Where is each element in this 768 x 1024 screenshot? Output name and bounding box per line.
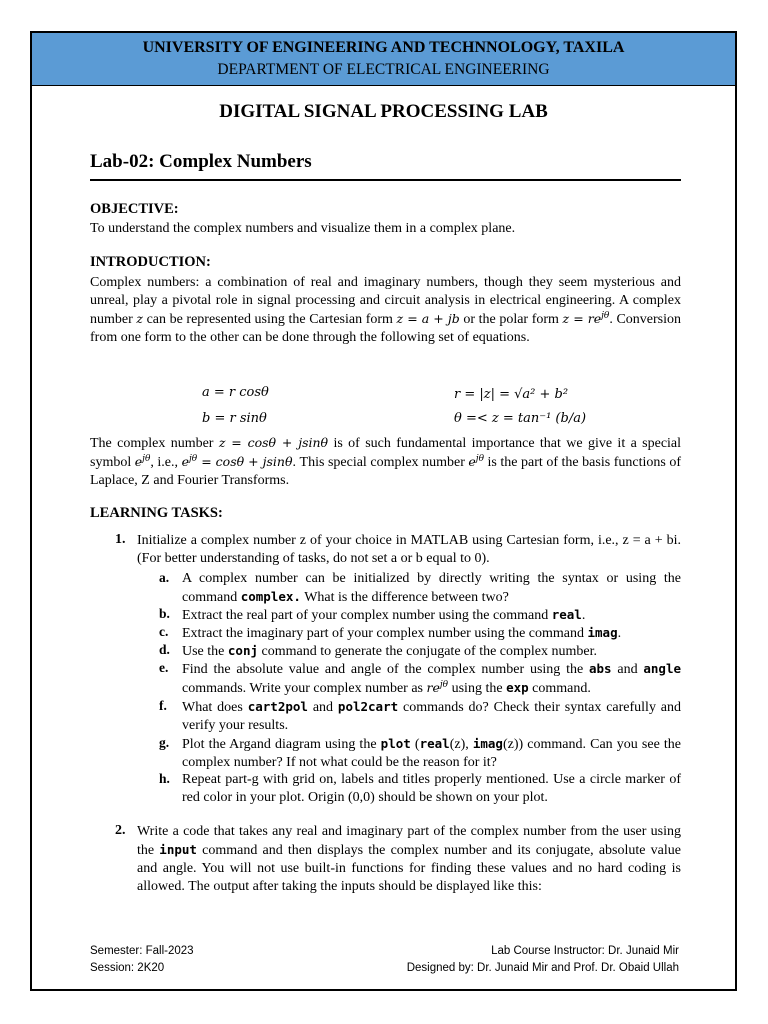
- subtask-d-label: d.: [159, 642, 170, 657]
- subtask-f-label: f.: [159, 698, 167, 713]
- p2-text-5: is the part of the basis functions of Laplace, Z and Fourier Transforms.: [90, 455, 681, 488]
- subtask-f: What does cart2pol and pol2cart commands do? Check their syntax carefully and verify your results.: [182, 699, 682, 733]
- p2-text-2: is of such fundamental importance that we give it a special symbol: [90, 436, 682, 470]
- department-name: DEPARTMENT OF ELECTRICAL ENGINEERING: [217, 61, 550, 78]
- task-2-number: 2.: [115, 823, 126, 838]
- learning-tasks-heading: LEARNING TASKS:: [90, 505, 223, 521]
- subtask-d: Use the conj command to generate the conjugate of the complex number.: [182, 643, 597, 659]
- task-1-number: 1.: [115, 532, 126, 547]
- subtask-g-label: g.: [159, 735, 170, 750]
- cartesian-form: z = a + jb: [396, 311, 460, 326]
- intro-var-z: z: [136, 311, 143, 326]
- p2-text-1: The complex number: [90, 436, 214, 451]
- objective-text: To understand the complex numbers and visualize them in a complex plane.: [90, 221, 516, 236]
- p2-equation: z = cosθ + jsinθ: [218, 435, 329, 450]
- equation-theta: θ =< z = tan⁻¹ (b/a): [454, 411, 587, 426]
- footer-session: Session: 2K20: [90, 962, 165, 974]
- equation-a: a = r cosθ: [202, 385, 269, 400]
- p2-text-3: , i.e.,: [150, 455, 179, 470]
- subtask-e-label: e.: [159, 660, 169, 675]
- intro-text-3: or the polar form: [463, 312, 559, 327]
- intro-text-1: Complex numbers: a combination of real and imaginary numbers, though they seem mysterious and unreal, play a pivotal role in signal processing and circuit analysis in electrical engineering. A complex number: [90, 275, 681, 327]
- subtask-b-label: b.: [159, 606, 170, 621]
- introduction-heading: INTRODUCTION:: [90, 254, 211, 270]
- subtask-a: A complex number can be initialized by directly writing the syntax or using the command complex. What is the difference between two?: [182, 571, 681, 605]
- subtask-c: Extract the imaginary part of your complex number using the command imag.: [182, 625, 622, 641]
- objective-heading: OBJECTIVE:: [90, 201, 179, 217]
- page-frame: [30, 31, 737, 991]
- university-name: UNIVERSITY OF ENGINEERING AND TECHNNOLOGY, TAXILA: [142, 39, 625, 56]
- lab-title: DIGITAL SIGNAL PROCESSING LAB: [219, 101, 548, 122]
- title-divider: [90, 179, 681, 181]
- footer-designed-by: Designed by: Dr. Junaid Mir and Prof. Dr. Obaid Ullah: [406, 962, 679, 974]
- subtask-e: Find the absolute value and angle of the complex number using the abs and angle commands. Write your complex number as $re^{j\theta}$ using the exp command.: [182, 661, 682, 696]
- equation-r: r = |z| = √a² + b²: [454, 387, 569, 402]
- footer-instructor: Lab Course Instructor: Dr. Junaid Mir: [491, 945, 679, 957]
- subtask-h-label: h.: [159, 771, 170, 786]
- p2-symbol: $e^{j\theta}$: [134, 453, 151, 469]
- subtask-c-label: c.: [159, 624, 169, 639]
- p2-symbol-2: $e^{j\theta}$: [468, 453, 485, 469]
- equation-b: b = r sinθ: [202, 411, 267, 426]
- p2-text-4: . This special complex number: [292, 455, 465, 470]
- header-banner: [32, 33, 735, 86]
- intro-text-2: can be represented using the Cartesian form: [146, 312, 393, 327]
- task-2-text: Write a code that takes any real and imaginary part of the complex number from the user using the input command and then displays the complex number and its conjugate, absolute value and angle. You will not use built-in functions for finding these values and no hard coding is allowed. The output after taking the inputs should be displayed like this:: [137, 824, 681, 894]
- introduction-paragraph: [90, 274, 681, 347]
- polar-form: $z = re^{j\theta}$: [562, 310, 610, 326]
- task-1-text: Initialize a complex number z of your choice in MATLAB using Cartesian form, i.e., z = a + bi. (For better understanding of tasks, do not set a or b equal to 0).: [137, 533, 681, 566]
- subtask-g: Plot the Argand diagram using the plot (real(z), imag(z)) command. Can you see the complex number? If not what could be the reason for it?: [182, 736, 682, 770]
- footer-semester: Semester: Fall-2023: [90, 945, 194, 957]
- subtask-h: Repeat part-g with grid on, labels and titles properly mentioned. Use a circle marker of red color in your plot. Origin (0,0) should be shown on your plot.: [182, 772, 681, 805]
- lab-number-title: Lab-02: Complex Numbers: [90, 151, 312, 172]
- subtask-b: Extract the real part of your complex number using the command real.: [182, 607, 586, 623]
- p2-euler: $e^{j\theta} = \cos\theta + jsin\theta$: [181, 453, 293, 469]
- intro-text-4: . Conversion from one form to the other can be done through the following set of equations.: [90, 312, 682, 345]
- special-symbol-paragraph: [90, 434, 681, 490]
- subtask-a-label: a.: [159, 570, 170, 585]
